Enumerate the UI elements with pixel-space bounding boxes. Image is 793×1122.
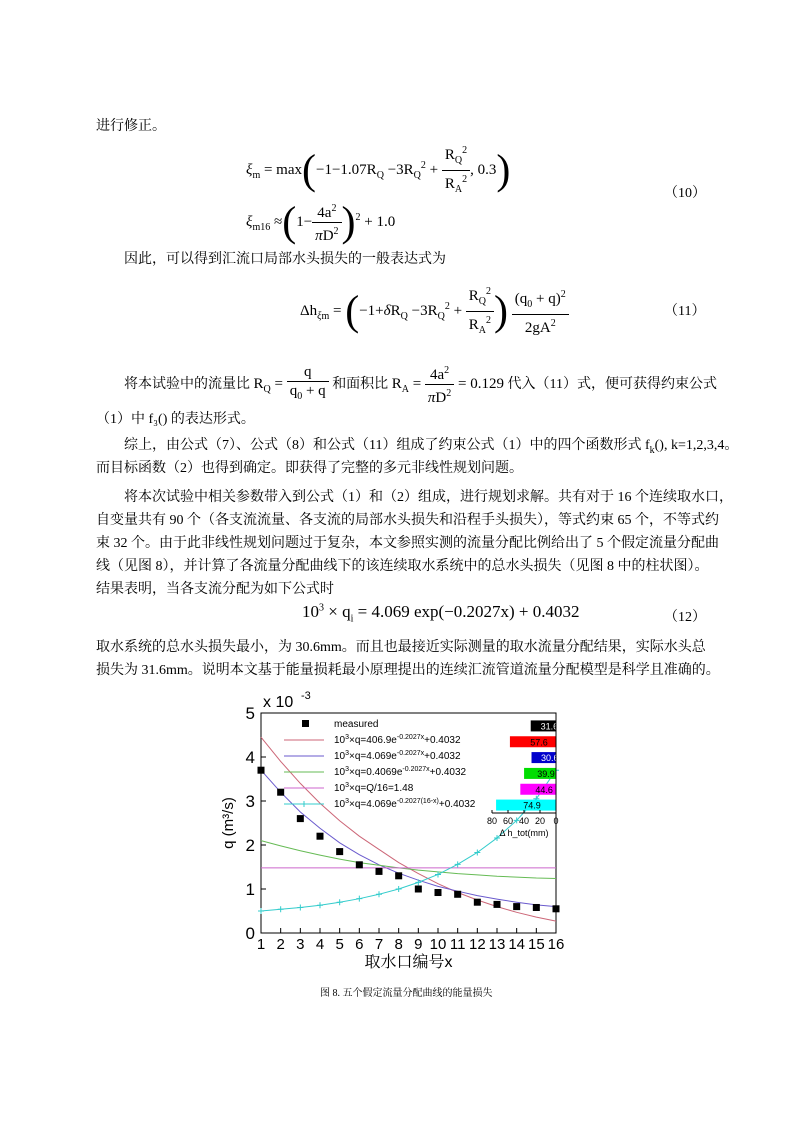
y-tick-label: 3 bbox=[245, 792, 255, 811]
legend-label-1: $10^3\times q=406.9e^{-0.2027x}+0.4032$ bbox=[334, 734, 461, 746]
measured-point bbox=[553, 905, 560, 912]
inset-x-tick-label: 0 bbox=[553, 816, 559, 826]
measured-point bbox=[494, 901, 501, 908]
paragraph-4-line-1: 取水系统的总水头损失最小，为 30.6mm。而且也最接近实际测量的取水流量分配结果，实际水头总 bbox=[96, 640, 706, 655]
equation-11-label: （11） bbox=[664, 304, 706, 319]
equation-11: $\Delta h_{\xi m} = (-1+\delta R_Q -3R_Q^2$ + $\frac{R_Q^2}{R_A^2}$ ) $\frac{(q_0 + q)^2}{2gA^2}$ bbox=[300, 283, 569, 340]
inset-x-tick-label: 60 bbox=[502, 816, 514, 826]
paragraph-substitution: 将本试验中的流量比 $R_Q$ = $\frac{q}{q_0 + q}$ 和面积比 $R_A$ = $\frac{4a^2}{\pi D^2}$ = 0.129 代入（11）式，便可获得约束公式 bbox=[124, 364, 717, 406]
measured-point bbox=[435, 889, 442, 896]
x-tick-label: 9 bbox=[414, 936, 423, 953]
equation-10b: $\xi_{m16} \approx(1-$ $\frac{4a^2}{\pi D^2}$ )$^2$ + 1.0 bbox=[246, 199, 396, 246]
paragraph-3-line-4: 线（见图 8），并计算了各流量分配曲线下的该连续取水系统中的总水头损失（见图 8 中的柱状图）。 bbox=[96, 559, 709, 574]
x-tick-label: 6 bbox=[355, 936, 364, 953]
equation-10a: $\xi_m = \max(-1-1.07R_Q -3R_Q^2$ + $\frac{R_Q^2}{R_A^2}$ , 0.3) bbox=[246, 142, 510, 199]
x-tick-label: 5 bbox=[335, 936, 344, 953]
x-tick-label: 7 bbox=[374, 936, 384, 953]
paragraph-intro: 进行修正。 bbox=[96, 119, 166, 134]
y-tick-label: 0 bbox=[245, 924, 255, 943]
curve-5-marker bbox=[356, 896, 362, 902]
inset-bar-label-4: 39.9 bbox=[537, 768, 555, 779]
curve-5-marker bbox=[396, 886, 402, 892]
curve-5-marker bbox=[455, 861, 461, 867]
paragraph-3-line-5: 结果表明，当各支流分配为如下公式时 bbox=[96, 582, 334, 597]
curve-5-marker bbox=[415, 879, 421, 885]
legend-measured-marker bbox=[302, 720, 309, 727]
measured-point bbox=[258, 767, 265, 774]
inset-x-tick-label: 40 bbox=[518, 816, 530, 826]
p2-l1-text: 综上，由公式（7）、公式（8）和公式（11）组成了约束公式（1）中的四个函数形式 f bbox=[124, 438, 650, 453]
curve-5-marker bbox=[337, 899, 343, 905]
paragraph-3-line-3: 束 32 个。由于此非线性规划问题过于复杂，本文参照实测的流量分配比例给出了 5 个假定流量分配曲 bbox=[96, 536, 719, 551]
legend-measured-label: measured bbox=[334, 719, 379, 730]
paragraph-3-line-1: 将本次试验中相关参数带入到公式（1）和（2）组成，进行规划求解。共有对于 16 个连续取水口， bbox=[124, 490, 733, 505]
inset-x-tick-label: 20 bbox=[534, 816, 546, 826]
measured-point bbox=[474, 899, 481, 906]
measured-point bbox=[415, 886, 422, 893]
paragraph-4-line-2: 损失为 31.6mm。说明本文基于能量损耗最小原理提出的连续汇流管道流量分配模型是科学且准确的。 bbox=[96, 663, 720, 678]
x-tick-label: 14 bbox=[508, 936, 526, 953]
measured-point bbox=[395, 872, 402, 879]
measured-point bbox=[277, 789, 284, 796]
curve-5-marker bbox=[278, 906, 284, 912]
measured-point bbox=[336, 848, 343, 855]
curve-5-marker bbox=[376, 891, 382, 897]
p2-l1-tail: (), k=1,2,3,4。 bbox=[654, 438, 739, 453]
y-scale-label: x 10 bbox=[263, 694, 294, 711]
legend-marker-5 bbox=[301, 801, 307, 807]
curve-3-line bbox=[261, 841, 556, 879]
x-tick-label: 1 bbox=[256, 936, 266, 953]
measured-point bbox=[513, 903, 520, 910]
inset-bar-label-3: 30.6 bbox=[540, 753, 559, 764]
inset-bar-label-1: 31.6 bbox=[540, 721, 559, 732]
y-axis-label: q (m³/s) bbox=[220, 797, 237, 849]
paragraph-2-line-1: 综上，由公式（7）、公式（8）和公式（11）组成了约束公式（1）中的四个函数形式 $f_k()$, k=1,2,3,4。 bbox=[124, 438, 739, 456]
curve-5-marker bbox=[317, 902, 323, 908]
x-tick-label: 15 bbox=[527, 936, 545, 953]
x-tick-label: 10 bbox=[429, 936, 447, 953]
curve-5-marker bbox=[258, 908, 264, 914]
x-tick-label: 16 bbox=[547, 936, 565, 953]
x-tick-label: 4 bbox=[315, 936, 325, 953]
paragraph-f3: （1）中 f₃() 的表达形式。 bbox=[96, 412, 255, 427]
measured-point bbox=[376, 868, 383, 875]
equation-12: $10^3 \times q_i = 4.069$ exp(−0.2027x) + 0.4032 bbox=[302, 602, 580, 625]
x-tick-label: 13 bbox=[488, 936, 506, 953]
legend-label-3: $10^3\times q=0.4069e^{-0.2027x}+0.4032$ bbox=[334, 766, 467, 778]
figure-caption: 图 8. 五个假定流量分配曲线的能量损失 bbox=[320, 988, 493, 999]
y-tick-label: 1 bbox=[245, 880, 255, 899]
x-tick-label: 12 bbox=[468, 936, 486, 953]
inset-bar-label-6: 74.9 bbox=[523, 800, 541, 811]
x-tick-label: 8 bbox=[394, 936, 403, 953]
x-tick-label: 11 bbox=[449, 936, 466, 953]
paragraph-therefore: 因此，可以得到汇流口局部水头损失的一般表达式为 bbox=[124, 252, 446, 267]
inset-bar-label-2: 57.6 bbox=[530, 737, 548, 748]
inset-x-tick-label: 80 bbox=[486, 816, 498, 826]
subst-text-a: 将本试验中的流量比 bbox=[124, 376, 250, 392]
subst-text-b: 和面积比 bbox=[332, 376, 389, 392]
paragraph-3-line-2: 自变量共有 90 个（各支流流量、各支流的局部水头损失和沿程手头损失），等式约束 65 个，不等式约 bbox=[96, 513, 719, 528]
measured-point bbox=[297, 815, 304, 822]
measured-point bbox=[317, 833, 324, 840]
figure-8-chart bbox=[216, 688, 576, 978]
inset-x-label: Δ h_tot(mm) bbox=[499, 828, 549, 838]
equation-12-label: （12） bbox=[664, 610, 706, 625]
measured-point bbox=[454, 891, 461, 898]
measured-point bbox=[356, 861, 363, 868]
subst-text-c: 代入（11）式，便可获得约束公式 bbox=[507, 376, 717, 392]
y-tick-label: 5 bbox=[245, 704, 255, 723]
curve-5-marker bbox=[297, 904, 303, 910]
equation-10-label: （10） bbox=[664, 186, 706, 201]
y-scale-exp: -3 bbox=[301, 690, 311, 702]
y-tick-label: 4 bbox=[245, 748, 255, 767]
inset-bar-label-5: 44.6 bbox=[535, 784, 553, 795]
x-tick-label: 2 bbox=[276, 936, 285, 953]
measured-point bbox=[533, 904, 540, 911]
x-tick-label: 3 bbox=[296, 936, 305, 953]
legend-label-2: $10^3\times q=4.069e^{-0.2027x}+0.4032$ bbox=[334, 750, 461, 762]
legend-label-5: $10^3\times q=4.069e^{-0.2027(16-x)}+0.4032$ bbox=[334, 798, 476, 810]
legend-label-4: $10^3\times q=Q/16=1.48$ bbox=[334, 782, 414, 794]
x-axis-label: 取水口编号x bbox=[364, 954, 453, 971]
paragraph-2-line-2: 而目标函数（2）也得到确定。即获得了完整的多元非线性规划问题。 bbox=[96, 461, 523, 476]
y-tick-label: 2 bbox=[245, 836, 255, 855]
